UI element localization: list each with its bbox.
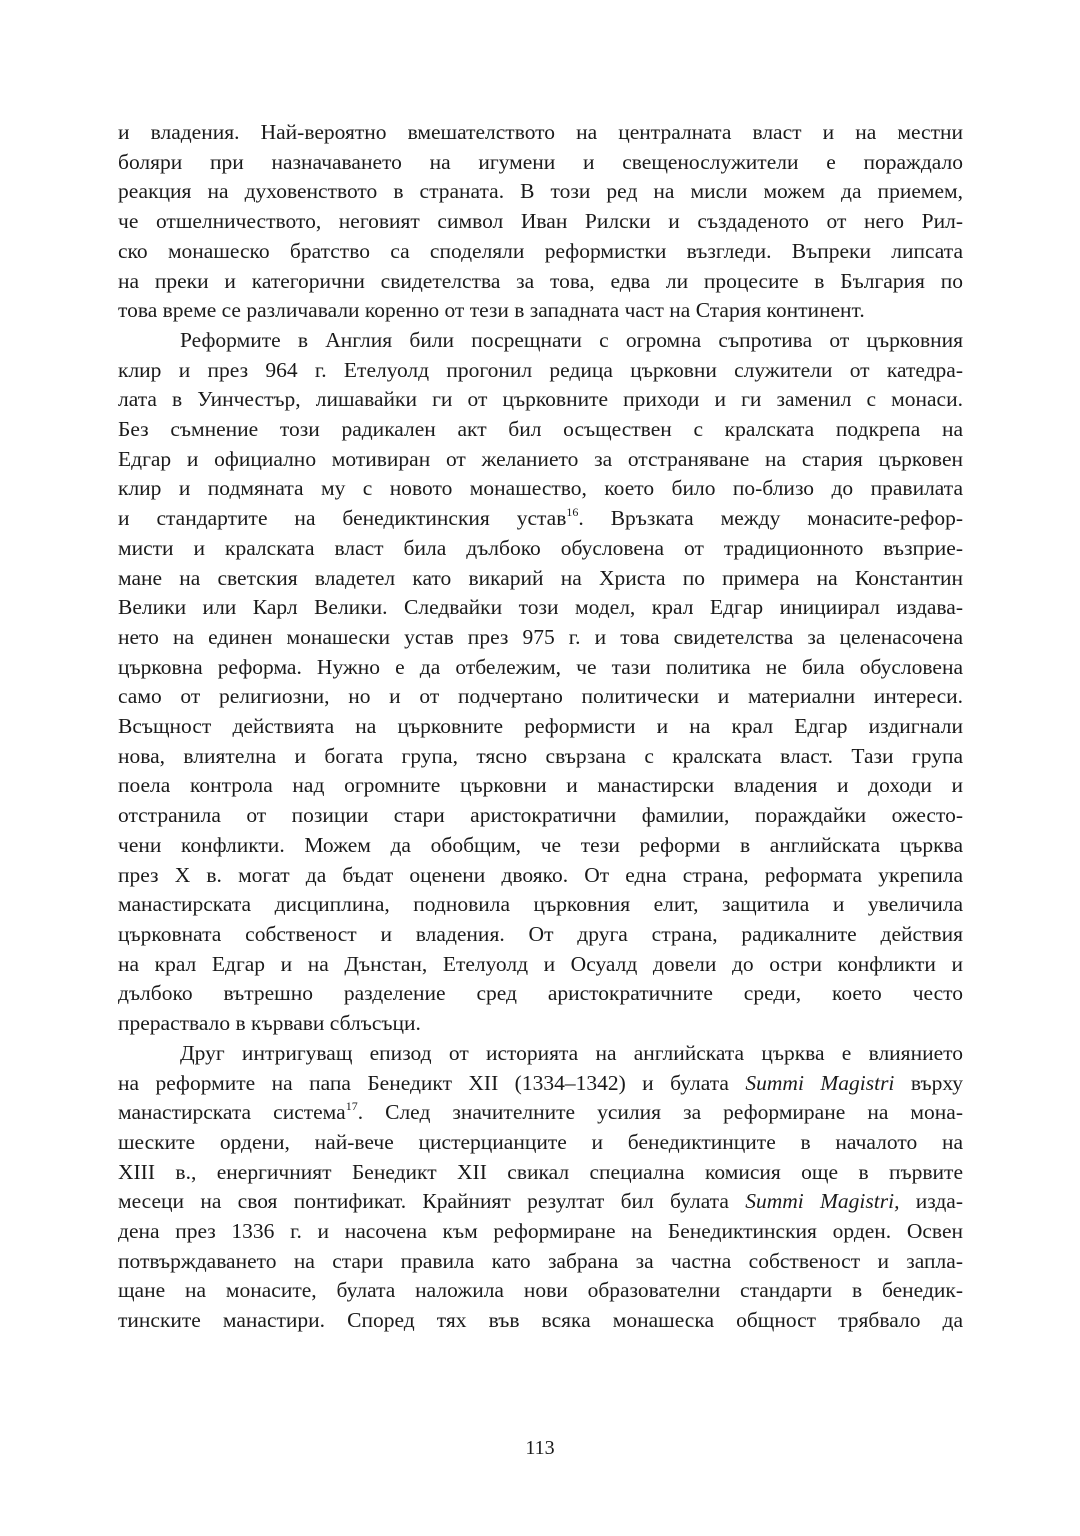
text-line [118,623,963,653]
text-line [118,950,963,980]
text-segment: на реформите на папа Бенедикт XII (1334–1342) и булата [118,1070,746,1095]
text-line [118,474,963,504]
text-line [118,712,963,742]
text-line [118,445,963,475]
text-line [118,593,963,623]
paragraph [118,1039,963,1336]
text-line [118,504,963,534]
text-line [118,534,963,564]
text-segment: месеци на своя понтификат. Крайният резултат бил булата [118,1189,746,1214]
text-segment: потвърждаването на стари правила като забрана за частна собственост и запла- [118,1248,963,1273]
text-segment: лата в Уинчестър, лишавайки ги от църковните приходи и ги заменил с монаси. [118,387,963,412]
text-line [118,267,963,297]
text-segment: клир и през 964 г. Етелуолд прогонил редица църковни служители от катедра- [118,357,963,382]
text-line [118,979,963,1009]
text-segment: . След значителните усилия за реформиране на мона- [357,1100,963,1125]
text-segment: дълбоко вътрешно разделение сред аристократичните среди, което често [118,981,963,1006]
text-segment: църковната собственост и владения. От друга страна, радикалните действия [118,921,963,946]
text-segment: и владения. Най-вероятно вмешателството на централната власт и на местни [118,120,963,144]
text-segment: върху [894,1070,963,1095]
text-segment: боляри при назначаването на игумени и свещенослужители е пораждало [118,149,963,174]
text-line [118,1276,963,1306]
text-line [118,296,963,326]
text-segment: Без съмнение този радикален акт бил осъществен с кралската подкрепа на [118,417,963,442]
text-line [118,1306,963,1336]
text-line [118,326,963,356]
text-line [118,1098,963,1128]
text-segment: Всъщност действията на църковните реформисти и на крал Едгар издигнали [118,714,963,739]
text-line [118,742,963,772]
text-line [118,148,963,178]
text-segment: чени конфликти. Можем да обобщим, че тези реформи в английската църква [118,832,963,857]
text-segment: нето на единен монашески устав през 975 г. и това свидетелства за целенасочена [118,624,963,649]
text-segment: на крал Едгар и на Дънстан, Етелуолд и Осуалд довели до остри конфликти и [118,951,963,976]
text-segment: нова, влиятелна и богата група, тясно свързана с кралската власт. Тази група [118,743,963,768]
text-segment: това време се различавали коренно от тези в западната част на Стария континент. [118,298,865,323]
text-segment: Едгар и официално мотивиран от желанието за отстраняване на стария църковен [118,446,963,471]
text-segment: XIII в., енергичният Бенедикт XII свикал специална комисия още в първите [118,1159,963,1184]
text-segment: Велики или Карл Велики. Следвайки този модел, крал Едгар инициирал издава- [118,595,963,620]
text-line [118,564,963,594]
footnote-reference: 17 [345,1099,358,1114]
page-body [118,118,963,1336]
text-line [118,415,963,445]
text-segment: Реформите в Англия били посрещнати с огромна съпротива от църковния [180,327,963,352]
text-line [118,653,963,683]
text-line [118,207,963,237]
text-segment: тинските манастири. Според тях във всяка монашеска общност трябвало да [118,1308,963,1333]
text-segment: мисти и кралската власт била дълбоко обусловена от традиционното възприе- [118,535,963,560]
text-segment: дена през 1336 г. и насочена към реформиране на Бенедиктинския орден. Освен [118,1219,963,1244]
text-segment: че отшелничеството, неговият символ Иван Рилски и създаденото от него Рил- [118,209,963,234]
text-line [118,920,963,950]
text-segment: прераствало в кървави сблъсъци. [118,1011,421,1036]
text-line [118,237,963,267]
text-line [118,1039,963,1069]
text-line [118,1128,963,1158]
text-segment: манастирската система [118,1100,346,1125]
text-segment: само от религиозни, но и от подчертано политически и материални интереси. [118,684,963,709]
text-line [118,385,963,415]
text-line [118,682,963,712]
text-segment: ско монашеско братство са споделяли реформистки възгледи. Въпреки липсата [118,238,963,263]
text-segment: клир и подмяната му с новото монашество, което било по-близо до правилата [118,476,963,501]
text-line [118,1158,963,1188]
text-segment: щане на монасите, булата наложила нови образователни стандарти в бенедик- [118,1278,963,1303]
text-segment: църковна реформа. Нужно е да отбележим, че тази политика не била обусловена [118,654,963,679]
text-line [118,890,963,920]
text-line [118,801,963,831]
paragraph [118,326,963,1039]
text-segment: мане на светския владетел като викарий на Христа по примера на Константин [118,565,963,590]
text-segment: отстранила от позиции стари аристократични фамилии, пораждайки ожесто- [118,803,963,828]
text-segment: . Връзката между монасите-рефор- [578,506,963,531]
page-number: 113 [525,1437,555,1459]
text-segment: през X в. могат да бъдат оценени двояко. От една страна, реформата укрепила [118,862,963,887]
italic-title: Summi Magistri [745,1070,895,1095]
paragraph [118,118,963,326]
text-line [118,118,963,148]
text-line [118,1009,963,1039]
text-segment: поела контрола над огромните църковни и манастирски владения и доходи и [118,773,963,798]
footnote-reference: 16 [566,505,579,520]
text-segment: Друг интригуващ епизод от историята на английската църква е влиянието [180,1040,963,1065]
text-line [118,771,963,801]
text-line [118,1217,963,1247]
text-segment: на преки и категорични свидетелства за това, едва ли процесите в България по [118,268,963,293]
text-segment: реакция на духовенството в страната. В този ред на мисли можем да приемем, [118,179,963,204]
text-line [118,1069,963,1099]
text-segment: изда- [899,1189,963,1214]
text-line [118,1247,963,1277]
italic-title: Summi Magistri, [745,1189,900,1214]
text-line [118,831,963,861]
text-segment: и стандартите на бенедиктинския устав [118,506,567,531]
text-segment: манастирската дисциплина, подновила църковния елит, защитила и увеличила [118,892,963,917]
text-line [118,861,963,891]
text-line [118,177,963,207]
text-line [118,1187,963,1217]
text-line [118,356,963,386]
text-segment: шеските ордени, най-вече цистерцианците и бенедиктинците в началото на [118,1129,963,1154]
